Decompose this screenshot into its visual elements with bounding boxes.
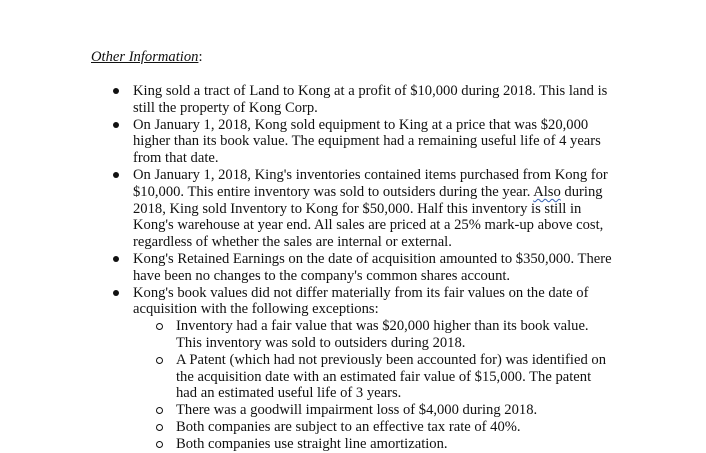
sub-list-item bbox=[0, 318, 613, 352]
list-item-text: during 2018, King sold Inventory to Kong for $50,000. Half this inventory is still in Kong's warehouse at year end. All sales are priced at a 25% mark-up above cost, regardless of whether the sales are internal or external. bbox=[133, 183, 604, 251]
sub-list-item-text: Inventory had a fair value that was $20,000 higher than its book value. This inventory was sold to outsiders during 2018. bbox=[176, 318, 589, 351]
sub-bullet-list bbox=[133, 318, 613, 452]
hollow-bullet-icon bbox=[156, 441, 163, 448]
hollow-bullet-icon bbox=[156, 424, 163, 431]
list-item-text: Kong's book values did not differ materially from its fair values on the date of acquisition with the following exceptions: bbox=[133, 284, 589, 318]
hollow-bullet-icon bbox=[156, 407, 163, 414]
bullet-icon bbox=[113, 290, 119, 296]
bullet-icon bbox=[113, 256, 119, 262]
sub-list-item-text: A Patent (which had not previously been accounted for) was identified on the acquisition date with an estimated fair value of $15,000. The patent had an estimated useful life of 3 years. bbox=[176, 351, 606, 402]
list-item bbox=[0, 117, 613, 167]
sub-list-item bbox=[0, 436, 613, 453]
bullet-icon bbox=[113, 88, 119, 94]
sub-list-item bbox=[0, 419, 613, 436]
list-item bbox=[0, 83, 613, 117]
bullet-icon bbox=[113, 122, 119, 128]
list-item-text: On January 1, 2018, Kong sold equipment to King at a price that was $20,000 higher than its book value. The equipment had a remaining useful life of 4 years from that date. bbox=[133, 116, 601, 167]
bullet-icon bbox=[113, 172, 119, 178]
list-item bbox=[0, 251, 613, 285]
hollow-bullet-icon bbox=[156, 323, 163, 330]
list-item bbox=[0, 285, 613, 453]
list-item-text: Kong's Retained Earnings on the date of acquisition amounted to $350,000. There have been no changes to the company's common shares account. bbox=[133, 250, 612, 284]
sub-list-item bbox=[0, 402, 613, 419]
list-item bbox=[0, 167, 613, 251]
hollow-bullet-icon bbox=[156, 357, 163, 364]
bullet-list bbox=[0, 83, 706, 453]
sub-list-item-text: There was a goodwill impairment loss of $4,000 during 2018. bbox=[176, 402, 538, 419]
heading-text: Other Information: bbox=[91, 49, 203, 65]
sub-list-item-text: Both companies are subject to an effective tax rate of 40%. bbox=[176, 418, 521, 435]
sub-list-item-text: Both companies use straight line amortization. bbox=[176, 435, 448, 452]
list-item-text: On January 1, 2018, King's inventories contained items purchased from Kong for $10,000. This entire inventory was sold to outsiders during the year. bbox=[133, 166, 608, 200]
sub-list-item bbox=[0, 352, 613, 402]
spellcheck-flagged-word[interactable]: Also bbox=[533, 183, 561, 200]
list-item-text: King sold a tract of Land to Kong at a profit of $10,000 during 2018. This land is still the property of Kong Corp. bbox=[133, 83, 608, 116]
